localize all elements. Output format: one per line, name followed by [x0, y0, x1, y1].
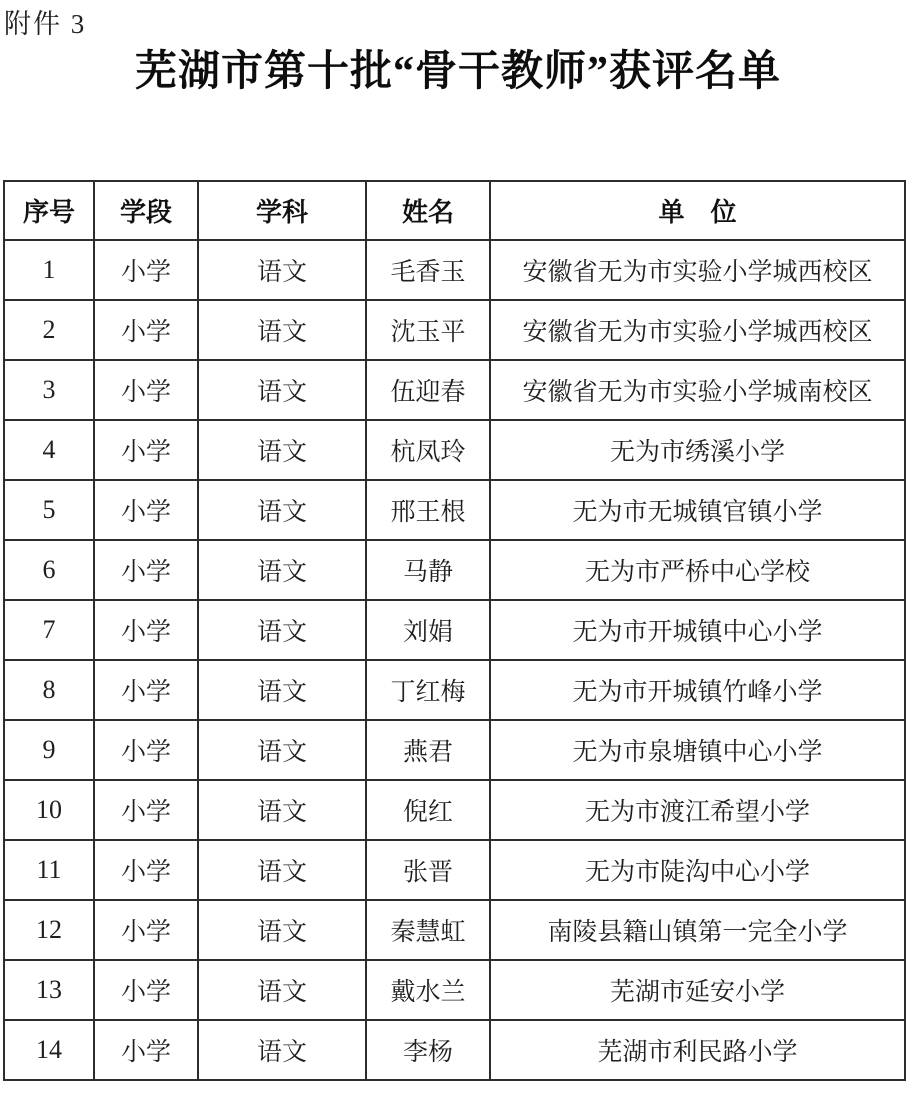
cell-unit: 安徽省无为市实验小学城南校区 [490, 360, 905, 420]
cell-unit: 无为市开城镇竹峰小学 [490, 660, 905, 720]
cell-unit: 无为市泉塘镇中心小学 [490, 720, 905, 780]
column-header-stage: 学段 [94, 181, 198, 240]
cell-name: 杭凤玲 [366, 420, 490, 480]
cell-name: 刘娟 [366, 600, 490, 660]
cell-stage: 小学 [94, 480, 198, 540]
cell-subject: 语文 [198, 420, 366, 480]
cell-subject: 语文 [198, 720, 366, 780]
cell-name: 张晋 [366, 840, 490, 900]
cell-seq: 5 [4, 480, 94, 540]
cell-seq: 11 [4, 840, 94, 900]
cell-subject: 语文 [198, 540, 366, 600]
cell-subject: 语文 [198, 840, 366, 900]
cell-subject: 语文 [198, 900, 366, 960]
column-header-unit: 单 位 [490, 181, 905, 240]
column-header-name: 姓名 [366, 181, 490, 240]
teacher-roster-table [3, 180, 906, 1081]
cell-stage: 小学 [94, 240, 198, 300]
cell-stage: 小学 [94, 720, 198, 780]
table-row [4, 720, 905, 780]
table-row [4, 300, 905, 360]
table-row [4, 480, 905, 540]
cell-stage: 小学 [94, 840, 198, 900]
cell-name: 戴水兰 [366, 960, 490, 1020]
cell-name: 邢王根 [366, 480, 490, 540]
cell-stage: 小学 [94, 660, 198, 720]
cell-seq: 8 [4, 660, 94, 720]
cell-subject: 语文 [198, 300, 366, 360]
table-header-row [4, 181, 905, 240]
table-row [4, 840, 905, 900]
cell-unit: 安徽省无为市实验小学城西校区 [490, 300, 905, 360]
table-row [4, 420, 905, 480]
cell-seq: 2 [4, 300, 94, 360]
cell-unit: 无为市无城镇官镇小学 [490, 480, 905, 540]
cell-unit: 无为市渡江希望小学 [490, 780, 905, 840]
cell-name: 沈玉平 [366, 300, 490, 360]
cell-subject: 语文 [198, 480, 366, 540]
cell-seq: 4 [4, 420, 94, 480]
cell-name: 秦慧虹 [366, 900, 490, 960]
cell-seq: 9 [4, 720, 94, 780]
table-body [4, 240, 905, 1080]
cell-stage: 小学 [94, 420, 198, 480]
table-row [4, 1020, 905, 1080]
table-row [4, 240, 905, 300]
cell-stage: 小学 [94, 1020, 198, 1080]
cell-unit: 无为市开城镇中心小学 [490, 600, 905, 660]
table-row [4, 360, 905, 420]
cell-unit: 无为市绣溪小学 [490, 420, 905, 480]
cell-subject: 语文 [198, 660, 366, 720]
cell-name: 马静 [366, 540, 490, 600]
table-row [4, 780, 905, 840]
cell-name: 毛香玉 [366, 240, 490, 300]
cell-stage: 小学 [94, 360, 198, 420]
table-row [4, 540, 905, 600]
cell-seq: 1 [4, 240, 94, 300]
cell-unit: 无为市陡沟中心小学 [490, 840, 905, 900]
cell-subject: 语文 [198, 360, 366, 420]
cell-subject: 语文 [198, 780, 366, 840]
cell-unit: 南陵县籍山镇第一完全小学 [490, 900, 905, 960]
cell-subject: 语文 [198, 960, 366, 1020]
cell-seq: 6 [4, 540, 94, 600]
cell-name: 丁红梅 [366, 660, 490, 720]
cell-seq: 13 [4, 960, 94, 1020]
cell-stage: 小学 [94, 780, 198, 840]
table-row [4, 960, 905, 1020]
cell-seq: 7 [4, 600, 94, 660]
page-title: 芜湖市第十批“骨干教师”获评名单 [134, 49, 781, 95]
attachment-label: 附件 3 [4, 9, 87, 39]
cell-name: 倪红 [366, 780, 490, 840]
cell-unit: 芜湖市利民路小学 [490, 1020, 905, 1080]
cell-subject: 语文 [198, 240, 366, 300]
cell-seq: 12 [4, 900, 94, 960]
cell-name: 李杨 [366, 1020, 490, 1080]
cell-unit: 芜湖市延安小学 [490, 960, 905, 1020]
cell-seq: 10 [4, 780, 94, 840]
cell-seq: 3 [4, 360, 94, 420]
cell-name: 伍迎春 [366, 360, 490, 420]
cell-stage: 小学 [94, 300, 198, 360]
cell-stage: 小学 [94, 540, 198, 600]
cell-unit: 无为市严桥中心学校 [490, 540, 905, 600]
cell-unit: 安徽省无为市实验小学城西校区 [490, 240, 905, 300]
table-row [4, 600, 905, 660]
cell-stage: 小学 [94, 900, 198, 960]
column-header-subject: 学科 [198, 181, 366, 240]
cell-subject: 语文 [198, 1020, 366, 1080]
cell-seq: 14 [4, 1020, 94, 1080]
cell-stage: 小学 [94, 960, 198, 1020]
cell-stage: 小学 [94, 600, 198, 660]
column-header-seq: 序号 [4, 181, 94, 240]
table-row [4, 900, 905, 960]
table-row [4, 660, 905, 720]
cell-name: 燕君 [366, 720, 490, 780]
cell-subject: 语文 [198, 600, 366, 660]
